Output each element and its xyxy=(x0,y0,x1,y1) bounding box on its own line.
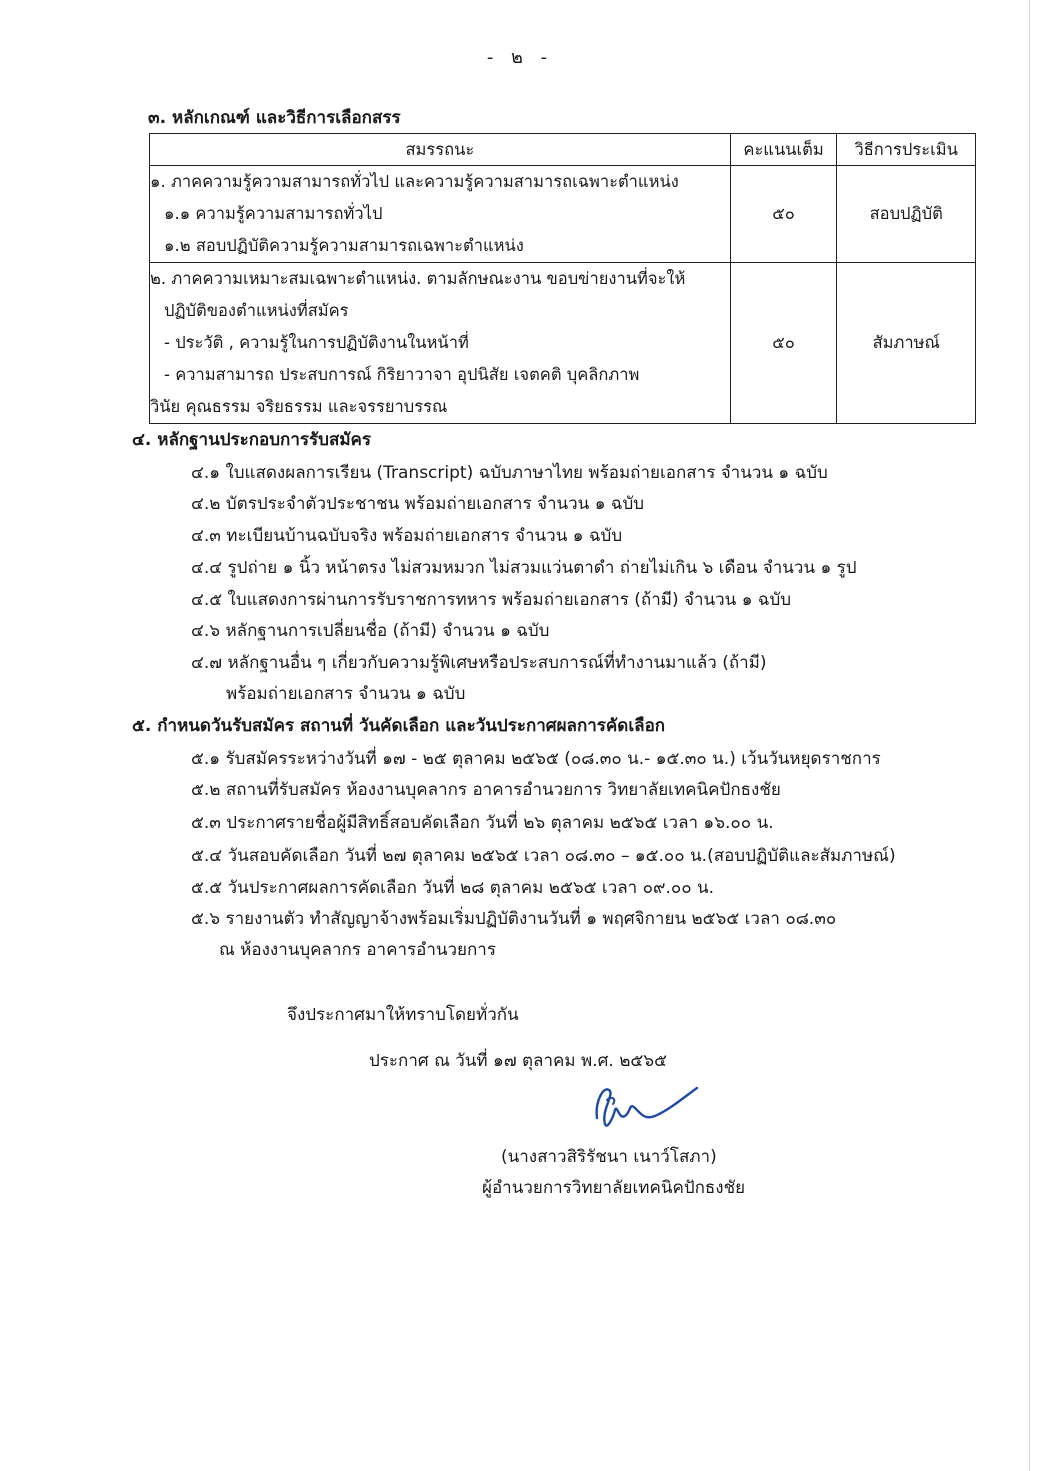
list-item-continuation: ณ ห้องงานบุคลากร อาคารอำนวยการ xyxy=(219,940,496,960)
list-item: ๕.๕ วันประกาศผลการคัดเลือก วันที่ ๒๘ ตุลาคม ๒๕๖๕ เวลา ๐๙.๐๐ น. xyxy=(191,878,715,898)
list-item: ๔.๒ บัตรประจำตัวประชาชน พร้อมถ่ายเอกสาร จำนวน ๑ ฉบับ xyxy=(191,494,645,514)
page-edge xyxy=(1029,0,1030,1471)
competency-line: วินัย คุณธรรม จริยธรรม และจรรยาบรรณ xyxy=(150,397,448,416)
assessment-method-header: วิธีการประเมิน xyxy=(837,134,976,166)
section-3-heading: ๓. หลักเกณฑ์ และวิธีการเลือกสรร xyxy=(148,108,401,128)
list-item: ๔.๓ ทะเบียนบ้านฉบับจริง พร้อมถ่ายเอกสาร จำนวน ๑ ฉบับ xyxy=(191,526,623,546)
method-cell: สัมภาษณ์ xyxy=(837,263,976,424)
criteria-row xyxy=(150,166,976,263)
list-item: ๕.๑ รับสมัครระหว่างวันที่ ๑๗ - ๒๕ ตุลาคม ๒๕๖๕ (๐๘.๓๐ น.- ๑๕.๓๐ น.) เว้นวันหยุดราชการ xyxy=(191,749,881,769)
criteria-row xyxy=(150,263,976,424)
signer-position: ผู้อำนวยการวิทยาลัยเทคนิคปักธงชัย xyxy=(482,1178,746,1198)
list-item: ๔.๗ หลักฐานอื่น ๆ เกี่ยวกับความรู้พิเศษหรือประสบการณ์ที่ทำงานมาแล้ว (ถ้ามี) xyxy=(191,653,767,673)
competency-cell xyxy=(150,263,731,424)
list-item: ๕.๒ สถานที่รับสมัคร ห้องงานบุคลากร อาคารอำนวยการ วิทยาลัยเทคนิคปักธงชัย xyxy=(191,780,781,800)
announcement-date: ประกาศ ณ วันที่ ๑๗ ตุลาคม พ.ศ. ๒๕๖๕ xyxy=(369,1051,667,1071)
section-4-heading: ๔. หลักฐานประกอบการรับสมัคร xyxy=(132,430,372,450)
announcement-text: จึงประกาศมาให้ทราบโดยทั่วกัน xyxy=(287,1005,519,1025)
competency-line: ปฏิบัติของตำแหน่งที่สมัคร xyxy=(164,301,349,320)
page-number: - ๒ - xyxy=(486,47,554,68)
score-cell: ๕๐ xyxy=(730,263,837,424)
list-item: ๔.๕ ใบแสดงการผ่านการรับราชการทหาร พร้อมถ่ายเอกสาร (ถ้ามี) จำนวน ๑ ฉบับ xyxy=(191,590,792,610)
competency-header: สมรรถนะ xyxy=(150,134,731,166)
criteria-header-row xyxy=(150,134,976,166)
competency-line: - ประวัติ , ความรู้ในการปฏิบัติงานในหน้าที่ xyxy=(164,333,469,352)
competency-line: ๑.๑ ความรู้ความสามารถทั่วไป xyxy=(164,204,383,223)
score-cell: ๕๐ xyxy=(730,166,837,263)
signer-name: (นางสาวสิริรัชนา เนาว์โสภา) xyxy=(501,1147,717,1167)
full-score-header: คะแนนเต็ม xyxy=(730,134,837,166)
list-item: ๔.๖ หลักฐานการเปลี่ยนชื่อ (ถ้ามี) จำนวน ๑ ฉบับ xyxy=(191,621,550,641)
section-5-heading: ๕. กำหนดวันรับสมัคร สถานที่ วันคัดเลือก และวันประกาศผลการคัดเลือก xyxy=(132,716,666,736)
list-item: ๔.๔ รูปถ่าย ๑ นิ้ว หน้าตรง ไม่สวมหมวก ไม่สวมแว่นตาดำ ถ่ายไม่เกิน ๖ เดือน จำนวน ๑ รูป xyxy=(191,558,857,578)
list-item-continuation: พร้อมถ่ายเอกสาร จำนวน ๑ ฉบับ xyxy=(226,684,466,704)
list-item: ๕.๖ รายงานตัว ทำสัญญาจ้างพร้อมเริ่มปฏิบัติงานวันที่ ๑ พฤศจิกายน ๒๕๖๕ เวลา ๐๘.๓๐ xyxy=(191,909,837,929)
competency-line: ๒. ภาคความเหมาะสมเฉพาะตำแหน่ง. ตามลักษณะงาน ขอบข่ายงานที่จะให้ xyxy=(150,269,686,288)
criteria-table xyxy=(149,133,976,424)
list-item: ๕.๓ ประกาศรายชื่อผู้มีสิทธิ์สอบคัดเลือก วันที่ ๒๖ ตุลาคม ๒๕๖๕ เวลา ๑๖.๐๐ น. xyxy=(191,813,774,833)
competency-line: - ความสามารถ ประสบการณ์ กิริยาวาจา อุปนิสัย เจตคติ บุคลิกภาพ xyxy=(164,365,640,384)
method-cell: สอบปฏิบัติ xyxy=(837,166,976,263)
competency-cell xyxy=(150,166,731,263)
list-item: ๔.๑ ใบแสดงผลการเรียน (Transcript) ฉบับภาษาไทย พร้อมถ่ายเอกสาร จำนวน ๑ ฉบับ xyxy=(191,463,828,483)
list-item: ๕.๔ วันสอบคัดเลือก วันที่ ๒๗ ตุลาคม ๒๕๖๕ เวลา ๐๘.๓๐ – ๑๕.๐๐ น.(สอบปฏิบัติและสัมภาษณ์) xyxy=(191,846,896,866)
competency-line: ๑. ภาคความรู้ความสามารถทั่วไป และความรู้ความสามารถเฉพาะตำแหน่ง xyxy=(150,172,679,191)
signature-image xyxy=(585,1080,705,1136)
competency-line: ๑.๒ สอบปฏิบัติความรู้ความสามารถเฉพาะตำแหน่ง xyxy=(164,236,524,255)
